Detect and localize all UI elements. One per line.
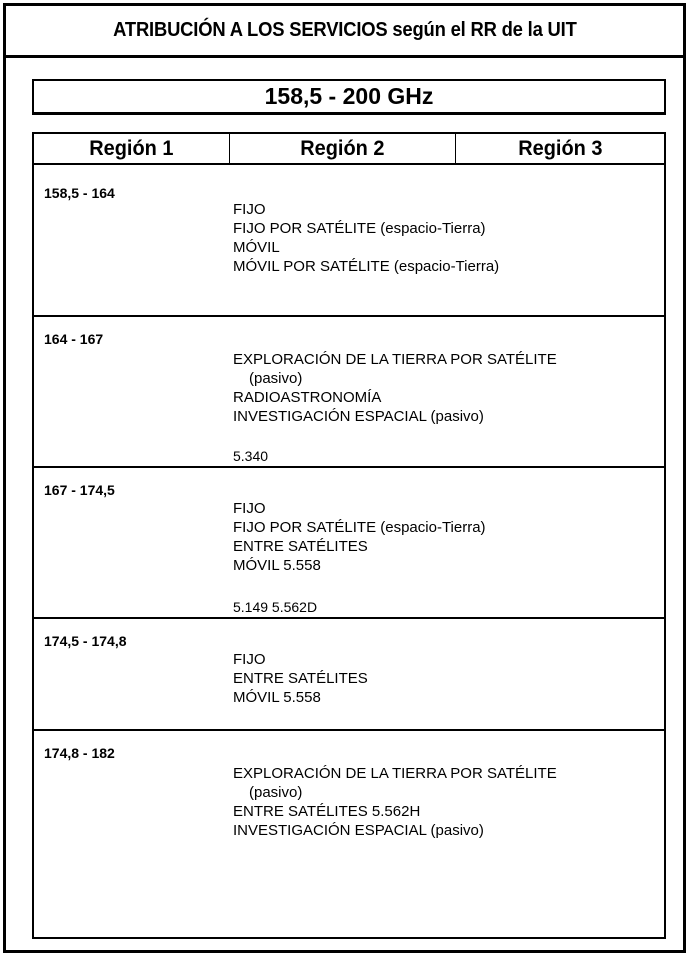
allocation-table (32, 132, 666, 939)
service-item: EXPLORACIÓN DE LA TIERRA POR SATÉLITE (233, 351, 557, 368)
service-item: FIJO (233, 651, 266, 668)
service-list (233, 499, 486, 575)
service-item: ENTRE SATÉLITES (233, 670, 368, 687)
service-item: FIJO POR SATÉLITE (espacio-Tierra) (233, 519, 486, 536)
service-item: RADIOASTRONOMÍA (233, 389, 382, 406)
service-item: MÓVIL 5.558 (233, 689, 321, 706)
service-list (233, 650, 368, 707)
region-1-header: Región 1 (34, 134, 230, 164)
page-title-text: ATRIBUCIÓN A LOS SERVICIOS según el RR de la UIT (112, 19, 577, 41)
service-item: (pasivo) (249, 370, 303, 387)
table-row (34, 468, 664, 617)
frequency-range: 174,8 - 182 (44, 745, 115, 761)
region-3-header: Región 3 (517, 137, 603, 160)
footnote: 5.149 5.562D (233, 599, 318, 615)
frequency-range: 174,5 - 174,8 (44, 633, 127, 649)
page-frame (3, 3, 686, 953)
table-row (34, 317, 664, 466)
footnote: 5.340 (233, 448, 269, 464)
service-item: ENTRE SATÉLITES (233, 538, 368, 555)
service-item: (pasivo) (249, 784, 303, 801)
table-row (34, 165, 664, 315)
frequency-range: 167 - 174,5 (44, 482, 115, 498)
frequency-range: 164 - 167 (44, 331, 104, 347)
table-row (34, 619, 664, 729)
service-item: INVESTIGACIÓN ESPACIAL (pasivo) (233, 408, 484, 425)
region-2-header: Región 2 (230, 134, 456, 164)
service-item: MÓVIL (233, 239, 280, 256)
service-item: MÓVIL 5.558 (233, 557, 321, 574)
service-list (233, 200, 499, 276)
service-item: EXPLORACIÓN DE LA TIERRA POR SATÉLITE (233, 765, 557, 782)
table-row (34, 731, 664, 937)
page-title (6, 6, 683, 58)
frequency-band-title: 158,5 - 200 GHz (32, 79, 666, 115)
service-list (233, 350, 557, 426)
service-item: ENTRE SATÉLITES 5.562H (233, 803, 421, 820)
service-item: FIJO POR SATÉLITE (espacio-Tierra) (233, 220, 486, 237)
service-item: FIJO (233, 500, 266, 517)
service-item: FIJO (233, 201, 266, 218)
service-item: MÓVIL POR SATÉLITE (espacio-Tierra) (233, 258, 500, 275)
service-item: INVESTIGACIÓN ESPACIAL (pasivo) (233, 822, 484, 839)
service-list (233, 764, 557, 840)
frequency-range: 158,5 - 164 (44, 185, 115, 201)
